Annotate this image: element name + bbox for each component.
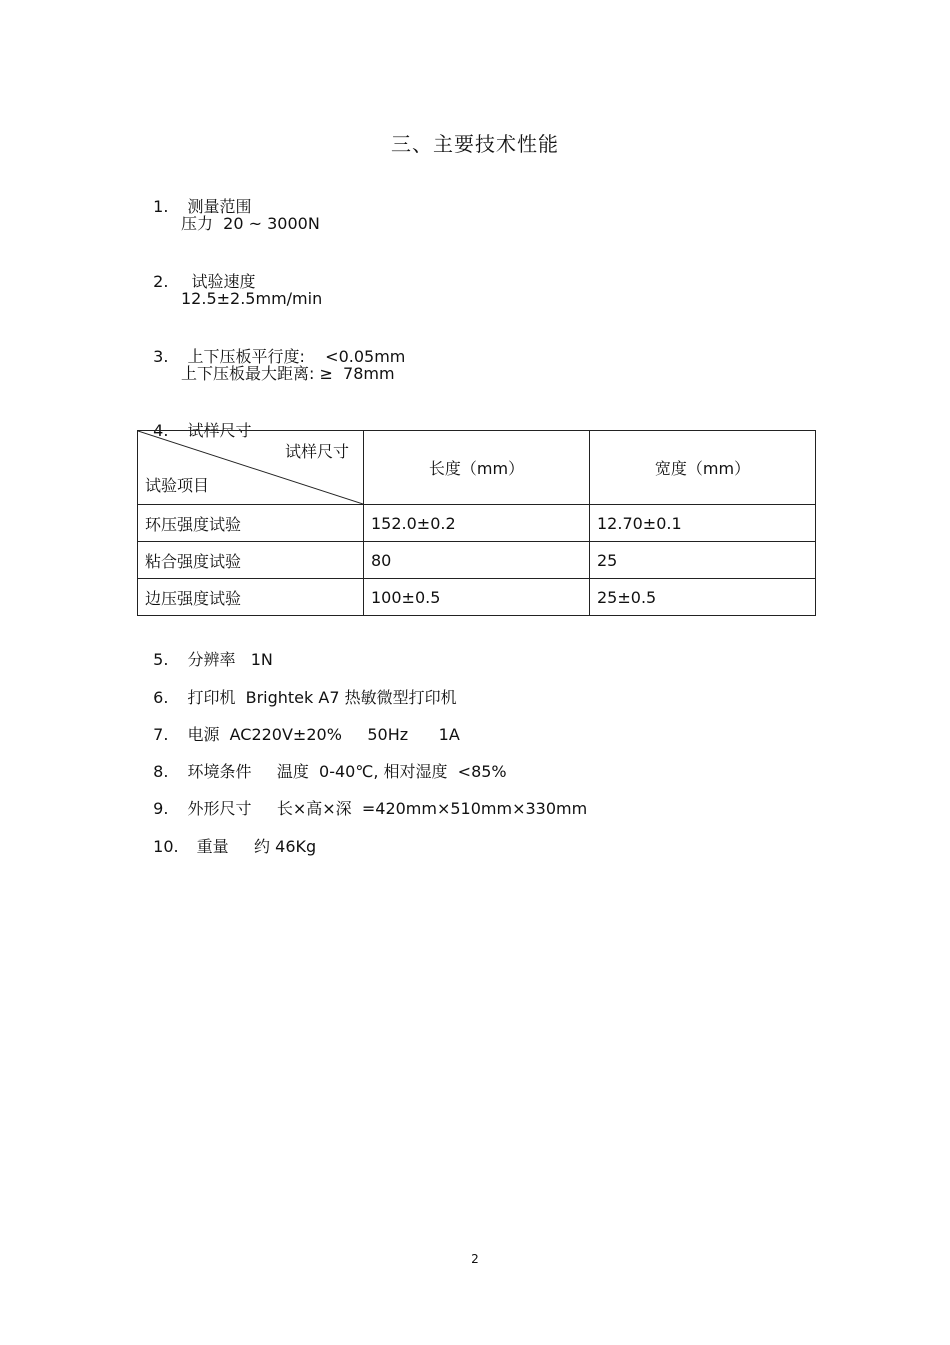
item-label: 外形尺寸 长×高×深 =420mm×510mm×330mm	[187, 799, 588, 818]
table-cell: 边压强度试验	[138, 579, 364, 616]
item-number: 1.	[153, 197, 169, 216]
item-label: 上下压板平行度: <0.05mm	[187, 347, 406, 366]
header-sample-size: 试样尺寸	[284, 442, 349, 461]
item-detail: 上下压板最大距离: ≥ 78mm	[181, 364, 395, 383]
table-cell: 152.0±0.2	[364, 505, 590, 542]
table-cell: 25	[590, 542, 816, 579]
list-item	[143, 327, 405, 367]
table-row	[138, 542, 816, 579]
item-number: 3.	[153, 347, 169, 366]
table-header-row	[138, 431, 816, 505]
item-label: 分辨率 1N	[187, 650, 273, 669]
list-item	[143, 668, 457, 708]
item-label: 环境条件 温度 0-40℃, 相对湿度 <85%	[187, 762, 507, 781]
item-number: 10.	[153, 837, 179, 856]
table-cell: 100±0.5	[364, 579, 590, 616]
header-width: 宽度（mm）	[590, 431, 816, 505]
item-label: 电源 AC220V±20% 50Hz 1A	[187, 725, 460, 744]
diagonal-header-cell	[138, 431, 364, 505]
header-test-item: 试验项目	[145, 476, 210, 495]
table-cell: 25±0.5	[590, 579, 816, 616]
item-label: 测量范围	[187, 197, 252, 216]
list-item	[143, 630, 273, 670]
list-item	[143, 177, 251, 217]
item-label: 重量 约 46Kg	[196, 837, 317, 856]
item-number: 9.	[153, 799, 169, 818]
page-number: 2	[471, 1252, 479, 1266]
table-cell: 12.70±0.1	[590, 505, 816, 542]
item-label: 试验速度	[191, 272, 256, 291]
item-label: 打印机 Brightek A7 热敏微型打印机	[187, 688, 457, 707]
spec-table	[137, 430, 816, 616]
list-item	[143, 817, 316, 857]
item-number: 6.	[153, 688, 169, 707]
list-item	[143, 252, 255, 292]
table-cell: 环压强度试验	[138, 505, 364, 542]
table-row	[138, 505, 816, 542]
header-length: 长度（mm）	[364, 431, 590, 505]
table-cell: 粘合强度试验	[138, 542, 364, 579]
table-row	[138, 579, 816, 616]
item-label: 试样尺寸	[187, 421, 252, 440]
table-cell: 80	[364, 542, 590, 579]
item-number: 2.	[153, 272, 169, 291]
item-detail: 压力 20 ~ 3000N	[181, 214, 320, 233]
item-detail: 12.5±2.5mm/min	[181, 289, 323, 308]
page-title: 三、主要技术性能	[391, 132, 559, 156]
list-item	[143, 742, 507, 782]
list-item	[143, 705, 460, 745]
list-item	[143, 779, 587, 819]
item-number: 4.	[153, 421, 169, 440]
item-number: 8.	[153, 762, 169, 781]
item-number: 7.	[153, 725, 169, 744]
item-number: 5.	[153, 650, 169, 669]
